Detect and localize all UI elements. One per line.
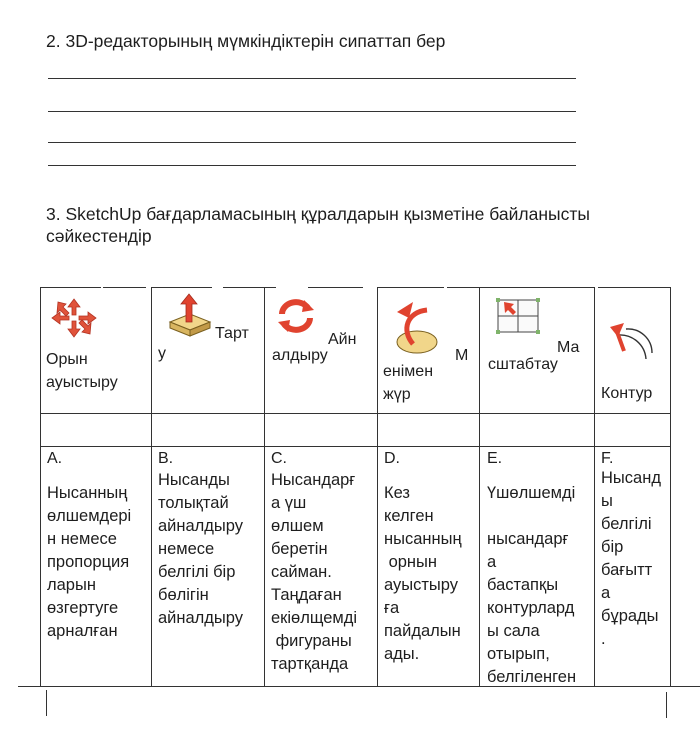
rotate-tool-icon bbox=[274, 296, 318, 341]
answer-letter-d: D. bbox=[384, 450, 400, 467]
tool-label-scale-2: сштабтау bbox=[488, 356, 558, 373]
answer-line bbox=[48, 78, 576, 79]
move-tool-icon bbox=[50, 297, 98, 344]
follow-me-tool-icon bbox=[393, 300, 441, 361]
answer-text-f: Нысанд ы белгілі бір бағытт а бұрады . bbox=[601, 469, 661, 648]
tool-label-move: Орын ауыстыру bbox=[46, 351, 118, 391]
tool-label-followme-3: жүр bbox=[383, 386, 411, 403]
tool-label-rotate-2: алдыру bbox=[272, 347, 328, 364]
answer-text-b: Нысанды толықтай айналдыру немесе белгілі бір бөлігін айналдыру bbox=[158, 471, 244, 627]
answer-text-a: Нысанның өлшемдері н немесе пропорция ларын өзгертуге арналған bbox=[47, 484, 132, 640]
tool-label-pushpull-2: у bbox=[158, 345, 166, 362]
tool-label-scale-1: Ма bbox=[557, 339, 580, 356]
tool-label-followme-1: М bbox=[455, 347, 469, 364]
answer-letter-b: B. bbox=[158, 450, 174, 467]
answer-text-c: Нысандарғ а үш өлшем беретін сайман. Таңдаған екіөлщемді фигураны тартқанда bbox=[271, 471, 358, 673]
answer-text-d: Кез келген нысанның орнын ауыстыру ға пайдалын ады. bbox=[384, 484, 462, 663]
tool-label-rotate-1: Айн bbox=[328, 331, 357, 348]
question-3: 3. SketchUp бағдарламасының құралдарын қызметіне байланысты сәйкестендір bbox=[46, 204, 590, 246]
question-2: 2. 3D-редакторының мүмкіндіктерін сипаттап бер bbox=[46, 31, 446, 51]
answer-letter-a: A. bbox=[47, 450, 63, 467]
answer-line bbox=[48, 111, 576, 112]
answer-line bbox=[48, 165, 576, 166]
tool-label-pushpull-1: Тарт bbox=[215, 325, 249, 342]
offset-tool-icon bbox=[606, 319, 656, 368]
tool-label-followme-2: енімен bbox=[383, 363, 434, 380]
answer-text-e: Үшөлшемді нысандарғ а бастапқы контурлард ы сала отырып, белгіленген bbox=[487, 484, 577, 686]
scale-tool-icon bbox=[494, 296, 542, 341]
push-pull-tool-icon bbox=[168, 292, 212, 343]
answer-line bbox=[48, 142, 576, 143]
answer-letter-c: C. bbox=[271, 450, 287, 467]
answer-letter-e: E. bbox=[487, 450, 503, 467]
tool-label-offset: Контур bbox=[601, 385, 653, 402]
answer-letter-f: F. bbox=[601, 450, 614, 467]
